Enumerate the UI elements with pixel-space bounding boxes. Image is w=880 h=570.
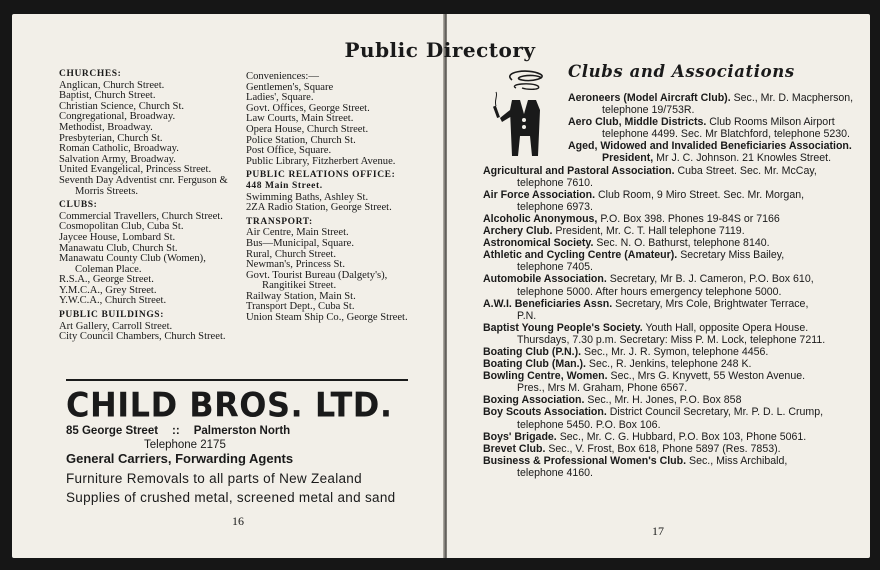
club-detail: Sec., V. Frost, Box 618, Phone 5897 (Res. 7853). <box>545 442 781 455</box>
club-detail: Club Rooms Milson Airport telephone 4499. Sec. Mr Blatchford, telephone 5230. <box>602 116 850 141</box>
directory-entry: Public Library, Fitzherbert Avenue. <box>246 155 396 167</box>
directory-entry: Methodist, Broadway. <box>59 121 153 133</box>
club-detail: Secretary, Mrs Cole, Brightwater Terrace, P.N. <box>517 297 809 322</box>
directory-column-1 <box>59 69 229 343</box>
club-detail: Youth Hall, opposite Opera House. Thursdays, 7.30 p.m. Secretary: Miss P. M. Lock, telephone 7211. <box>517 321 826 346</box>
club-name: Aero Club, Middle Districts. <box>568 116 707 129</box>
directory-entry: Post Office, Square. <box>246 145 332 157</box>
club-entry <box>483 249 828 273</box>
directory-entry: R.S.A., George Street. <box>59 274 154 286</box>
advert-city: Palmerston North <box>193 425 291 437</box>
club-detail: President, Mr. C. T. Hall telephone 7119. <box>552 225 745 238</box>
club-entry <box>483 358 828 370</box>
club-detail: Club Room, 9 Miro Street. Sec. Mr. Morgan, telephone 6973. <box>517 188 805 213</box>
club-entry <box>568 140 857 164</box>
club-entry <box>483 406 828 430</box>
directory-entry: Swimming Baths, Ashley St. <box>246 191 369 203</box>
club-entry <box>483 394 828 406</box>
club-name: Boating Club (P.N.). <box>483 345 582 358</box>
advert-address <box>66 424 406 452</box>
club-name: Brevet Club. <box>483 442 546 455</box>
club-detail: Sec., Mr. H. Jones, P.O. Box 858 <box>584 394 742 407</box>
advert-services: General Carriers, Forwarding Agents <box>66 451 294 466</box>
directory-entry: Y.W.C.A., Church Street. <box>59 295 167 307</box>
directory-entry: Jaycee House, Lombard St. <box>59 231 176 243</box>
club-detail: Sec., R. Jenkins, telephone 248 K. <box>585 358 752 371</box>
club-entry <box>483 370 828 394</box>
club-detail: Sec., Miss Archibald, telephone 4160. <box>517 454 788 479</box>
advert-company-name: CHILD BROS. LTD. <box>66 385 393 425</box>
club-entry <box>483 455 828 479</box>
directory-entry: Manawatu County Club (Women), Coleman Place. <box>59 253 206 275</box>
club-name: Agricultural and Pastoral Association. <box>483 164 675 177</box>
directory-column-2 <box>246 72 412 324</box>
directory-entry: Law Courts, Main Street. <box>246 113 354 125</box>
directory-entry: Newman's, Princess St. <box>246 259 346 271</box>
directory-entry: Anglican, Church Street. <box>59 79 165 91</box>
directory-entry: Union Steam Ship Co., George Street. <box>246 312 408 324</box>
club-detail: Sec. N. O. Bathurst, telephone 8140. <box>593 237 770 250</box>
club-detail: Cuba Street. Sec. Mr. McCay, telephone 7610. <box>517 164 817 189</box>
advert-separator: :: <box>172 425 180 437</box>
club-name: Air Force Association. <box>483 188 596 201</box>
advert-supplies: Supplies of crushed metal, screened metal and sand <box>66 490 396 505</box>
club-detail: Sec., Mr. J. R. Symon, telephone 4456. <box>581 345 769 358</box>
directory-heading: TRANSPORT: <box>246 216 313 227</box>
directory-entry: Congregational, Broadway. <box>59 111 176 123</box>
club-detail: Sec., Mr. C. G. Hubbard, P.O. Box 103, Phone 5061. <box>556 430 807 443</box>
public-directory-title: Public Directory <box>344 38 536 62</box>
clubs-and-associations-title: Clubs and Associations <box>568 62 795 81</box>
club-name: Automobile Association. <box>483 273 607 286</box>
club-detail: Sec., Mr. D. Macpherson, telephone 19/753R. <box>602 92 854 117</box>
club-entry <box>483 431 828 443</box>
directory-entry: Govt. Offices, George Street. <box>246 102 370 114</box>
directory-entry: Govt. Tourist Bureau (Dalgety's), Rangitikei Street. <box>246 269 388 292</box>
directory-entry: United Evangelical, Princess Street. <box>59 164 212 176</box>
club-name: Boys' Brigade. <box>483 430 557 443</box>
directory-entry: Rural, Church Street. <box>246 248 337 260</box>
club-name: Business & Professional Women's Club. <box>483 454 687 467</box>
directory-entry: Commercial Travellers, Church Street. <box>59 210 223 222</box>
club-name: Archery Club. <box>483 225 553 238</box>
club-entry <box>483 225 828 237</box>
directory-heading: PUBLIC RELATIONS OFFICE: 448 Main Street. <box>246 170 396 191</box>
club-entry <box>483 165 828 189</box>
club-entry <box>483 443 828 455</box>
club-name: Boating Club (Man.). <box>483 358 586 371</box>
directory-entry: Cosmopolitan Club, Cuba St. <box>59 221 184 233</box>
club-detail: P.O. Box 398. Phones 19-84S or 7166 <box>597 212 780 225</box>
page-number-right: 17 <box>652 524 664 538</box>
directory-entry: Seventh Day Adventist cnr. Ferguson & Morris Streets. <box>59 174 228 197</box>
club-entry <box>483 213 828 225</box>
club-name: Boy Scouts Association. <box>483 406 607 419</box>
club-detail: District Council Secretary, Mr. P. D. L. Crump, telephone 5450. P.O. Box 106. <box>517 406 824 431</box>
directory-entry: Transport Dept., Cuba St. <box>246 301 355 313</box>
club-entry <box>483 298 828 322</box>
directory-entry: 2ZA Radio Station, George Street. <box>246 202 392 214</box>
directory-entry: Air Centre, Main Street. <box>246 227 349 239</box>
divider-rule <box>66 379 408 381</box>
club-entry <box>483 273 828 297</box>
directory-entry: Christian Science, Church St. <box>59 100 185 112</box>
club-name: Aeroneers (Model Aircraft Club). <box>568 92 731 104</box>
club-name: Athletic and Cycling Centre (Amateur). <box>483 249 678 262</box>
advert-removals: Furniture Removals to all parts of New Zealand <box>66 471 362 486</box>
club-detail: Sec., Mrs G. Knyvett, 55 Weston Avenue. Pres., Mrs M. Graham, Phone 6567. <box>517 370 806 395</box>
directory-entry: Ladies', Square. <box>246 92 314 104</box>
club-entry <box>483 189 828 213</box>
advert-street: 85 George Street <box>66 425 159 437</box>
directory-entry: Presbyterian, Church St. <box>59 132 163 144</box>
directory-entry: Roman Catholic, Broadway. <box>59 143 179 155</box>
club-detail: Secretary Miss Bailey, telephone 7405. <box>517 249 785 274</box>
page-number-left: 16 <box>232 514 244 528</box>
directory-entry: Railway Station, Main St. <box>246 290 356 302</box>
club-detail: Secretary, Mr B. J. Cameron, P.O. Box 610, telephone 5000. After hours emergency telephone 5000. <box>517 273 814 298</box>
directory-entry: Bus—Municipal, Square. <box>246 237 354 249</box>
directory-entry: Gentlemen's, Square <box>246 81 334 93</box>
advert-phone: Telephone 2175 <box>144 439 226 451</box>
directory-heading: PUBLIC BUILDINGS: <box>59 310 164 321</box>
club-entry <box>568 92 857 116</box>
directory-entry: City Council Chambers, Church Street. <box>59 331 226 343</box>
directory-entry: Police Station, Church St. <box>246 134 356 146</box>
directory-entry: Y.M.C.A., Grey Street. <box>59 284 157 296</box>
club-name: Aged, Widowed and Invalided Beneficiaries Association. President, <box>568 140 852 165</box>
directory-entry: Salvation Army, Broadway. <box>59 153 176 165</box>
directory-entry: Art Gallery, Carroll Street. <box>59 320 173 332</box>
club-entry <box>483 237 828 249</box>
club-name: Baptist Young People's Society. <box>483 321 643 334</box>
club-entry <box>483 346 828 358</box>
club-name: Bowling Centre, Women. <box>483 370 608 383</box>
club-entry <box>483 322 828 346</box>
club-name: Alcoholic Anonymous, <box>483 212 598 225</box>
club-name: Boxing Association. <box>483 394 585 407</box>
directory-entry: Manawatu Club, Church St. <box>59 242 178 254</box>
club-entry <box>568 116 857 140</box>
directory-entry: Opera House, Church Street. <box>246 123 369 135</box>
club-name: Astronomical Society. <box>483 237 594 250</box>
directory-entry: Conveniences:— <box>246 71 319 82</box>
directory-entry: Baptist, Church Street. <box>59 90 156 102</box>
directory-heading: CLUBS: <box>59 200 98 211</box>
club-list <box>483 92 854 479</box>
club-detail: Mr J. C. Johnson. 21 Knowles Street. <box>653 152 832 165</box>
directory-heading: CHURCHES: <box>59 69 122 79</box>
club-name: A.W.I. Beneficiaries Assn. <box>483 297 613 310</box>
